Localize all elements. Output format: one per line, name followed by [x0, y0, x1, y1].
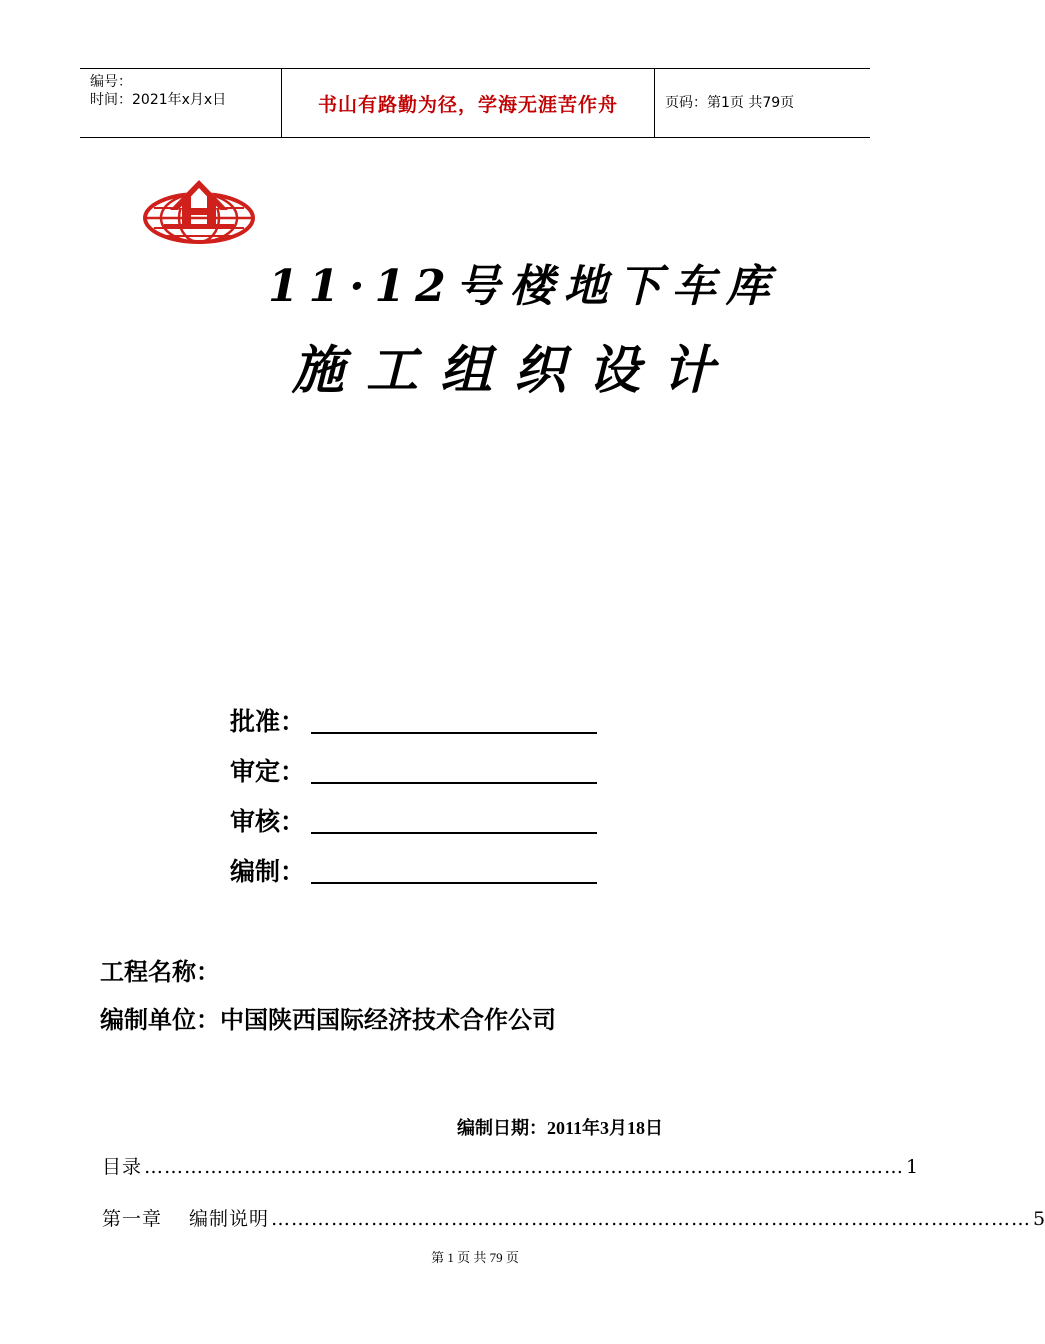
page-footer: 第 1 页 共 79 页	[431, 1250, 519, 1265]
signature-review	[230, 752, 597, 788]
signature-line	[311, 732, 597, 734]
toc-page: 5	[1033, 1208, 1045, 1230]
toc-label: 目录	[102, 1156, 143, 1178]
toc-entry[interactable]	[102, 1152, 919, 1179]
toc-label: 第一章 编制说明	[102, 1208, 270, 1230]
signature-line	[311, 782, 597, 784]
signature-line	[311, 832, 597, 834]
toc-entry[interactable]	[102, 1204, 1045, 1231]
toc-leader: ……………………………………………………………………………………………………	[144, 1156, 905, 1178]
number-label: 编号：	[90, 74, 132, 90]
signature-approve	[230, 702, 597, 738]
header-motto: 书山有路勤为径，学海无涯苦作舟	[317, 93, 618, 116]
signature-label: 审核：	[230, 807, 306, 836]
signature-audit	[230, 802, 597, 838]
signature-label: 批准：	[230, 707, 306, 736]
signature-compile	[230, 852, 597, 888]
compile-date: 编制日期：2011年3月18日	[457, 1118, 664, 1138]
signature-label: 编制：	[230, 857, 306, 886]
organization: 编制单位：中国陕西国际经济技术合作公司	[100, 1006, 556, 1034]
project-name: 工程名称：	[100, 958, 220, 986]
toc-page: 1	[906, 1156, 919, 1178]
time-label: 时间：2021年x月x日	[90, 92, 227, 108]
signature-label: 审定：	[230, 757, 306, 786]
header-meta	[80, 69, 280, 137]
document-title-line1: 11·12号楼地下车库	[268, 261, 780, 312]
signature-line	[311, 882, 597, 884]
company-globe-logo-icon	[142, 178, 256, 246]
document-title-line2: 施工组织设计	[292, 340, 737, 401]
header-page-cell	[655, 69, 880, 137]
toc-leader: ……………………………………………………………………………………………………	[271, 1208, 1032, 1230]
header-page-info: 页码：第1页 共79页	[665, 95, 795, 111]
page-header	[80, 68, 870, 138]
header-motto-cell	[281, 69, 655, 137]
